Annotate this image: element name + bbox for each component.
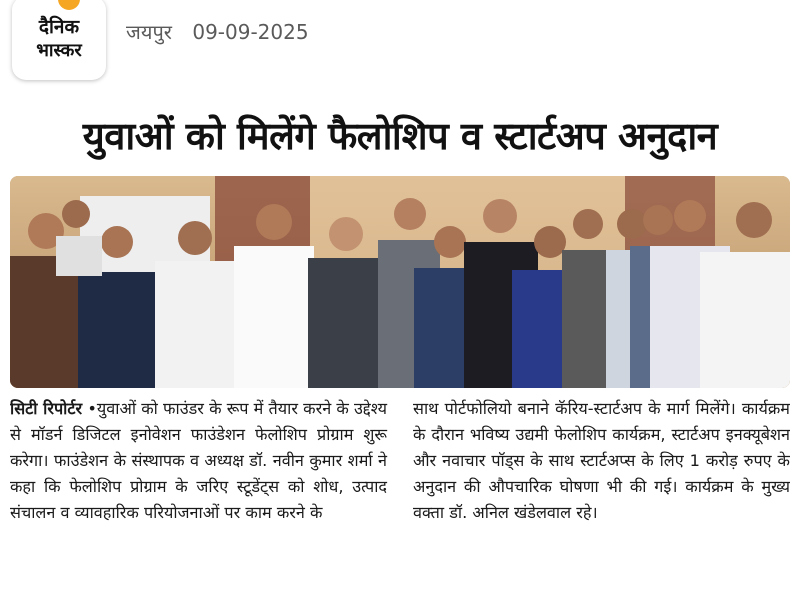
article-column-2 [413, 396, 790, 599]
logo-line-2: भास्कर [36, 40, 82, 61]
byline: सिटी रिपोर्टर [10, 399, 83, 418]
sun-icon [58, 0, 80, 10]
masthead [0, 0, 800, 90]
edition-info [126, 18, 309, 45]
column-1-text: •युवाओं को फाउंडर के रूप में तैयार करने के उद्देश्य से मॉडर्न डिजिटल इनोवेशन फाउंडेशन फेलोशिप प्रोग्राम शुरू करेगा। फाउंडेशन के संस्थापक व अध्यक्ष डॉ. नवीन कुमार शर्मा ने कहा कि फेलोशिप प्रोग्राम के जरिए स्टूडेंट्स को शोध, उत्पाद संचालन व व्यावहारिक परियोजनाओं पर काम करने के [10, 399, 387, 522]
article-headline: युवाओं को मिलेंगे फैलोशिप व स्टार्टअप अनुदान [82, 114, 718, 158]
column-2-text: साथ पोर्टफोलियो बनाने कॅरिय-स्टार्टअप के मार्ग मिलेंगे। कार्यक्रम के दौरान भविष्य उद्यमी फेलोशिप कार्यक्रम, स्टार्टअप इनक्यूबेशन और नवाचार पॉड्स के साथ स्टार्टअप्स के लिए 1 करोड़ रुपए के अनुदान की औपचारिक घोषणा भी की गई। कार्यक्रम के मुख्य वक्ता डॉ. अनिल खंडेलवाल रहे। [413, 399, 790, 522]
dainik-bhaskar-logo[interactable] [12, 0, 106, 80]
edition-city: जयपुर [126, 20, 172, 44]
group-photo [10, 176, 790, 388]
article-column-1 [10, 396, 387, 599]
article-body [10, 396, 790, 599]
logo-line-1: दैनिक [38, 16, 80, 38]
edition-date: 09-09-2025 [192, 20, 309, 44]
